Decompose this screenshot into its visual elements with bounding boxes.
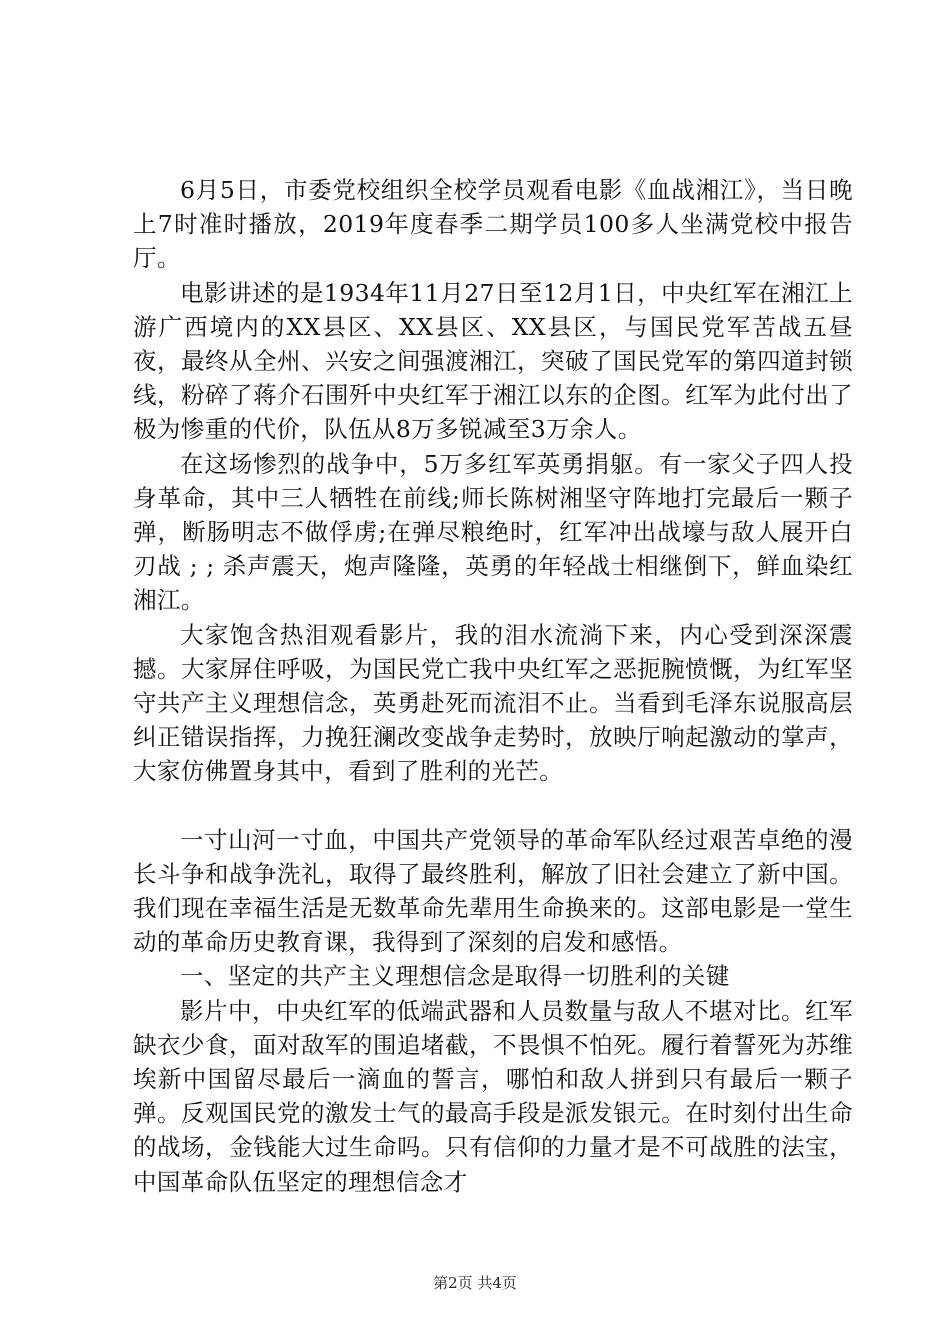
document-body [133,173,853,1199]
page-footer: 第2页 共4页 [433,1274,517,1292]
section-heading-1: 一、坚定的共产主义理想信念是取得一切胜利的关键 [180,962,730,991]
paragraph-battle-sacrifice: 在这场惨烈的战争中，5万多红军英勇捐躯。有一家父子四人投身革命，其中三人牺牲在前线;师长陈树湘坚守阵地打完最后一颗子弹，断肠明志不做俘虏;在弹尽粮绝时，红军冲出战壕与敌人展开白刃战 ; ; 杀声震天，炮声隆隆，英勇的年轻战士相继倒下，鲜血染红湘江。 [133,449,853,615]
paragraph-reflection: 一寸山河一寸血，中国共产党领导的革命军队经过艰苦卓绝的漫长斗争和战争洗礼，取得了最终胜利，解放了旧社会建立了新中国。我们现在幸福生活是无数革命先辈用生命换来的。这部电影是一堂生动的革命历史教育课，我得到了深刻的启发和感悟。 [133,825,853,957]
paragraph-audience-reaction: 大家饱含热泪观看影片，我的泪水流淌下来，内心受到深深震撼。大家屏住呼吸，为国民党亡我中央红军之恶扼腕愤慨，为红军坚守共产主义理想信念，英勇赴死而流泪不止。当看到毛泽东说服高层纠正错误指挥，力挽狂澜改变战争走势时，放映厅响起激动的掌声，大家仿佛置身其中，看到了胜利的光芒。 [133,620,853,786]
paragraph-ideals-belief: 影片中，中央红军的低端武器和人员数量与敌人不堪对比。红军缺衣少食，面对敌军的围追堵截，不畏惧不怕死。履行着誓死为苏维埃新中国留尽最后一滴血的誓言，哪怕和敌人拼到只有最后一颗子弹。反观国民党的激发士气的最高手段是派发银元。在时刻付出生命的战场，金钱能大过生命吗。只有信仰的力量才是不可战胜的法宝，中国革命队伍坚定的理想信念才 [133,996,853,1196]
paragraph-film-synopsis: 电影讲述的是1934年11月27日至12月1日，中央红军在湘江上游广西境内的XX县区、XX县区、XX县区，与国民党军苦战五昼夜，最终从全州、兴安之间强渡湘江，突破了国民党军的第四道封锁线，粉碎了蒋介石围歼中央红军于湘江以东的企图。红军为此付出了极为惨重的代价，队伍从8万多锐减至3万余人。 [133,278,853,444]
paragraph-screening-event: 6月5日，市委党校组织全校学员观看电影《血战湘江》，当日晚上7时准时播放，2019年度春季二期学员100多人坐满党校中报告厅。 [133,176,853,273]
